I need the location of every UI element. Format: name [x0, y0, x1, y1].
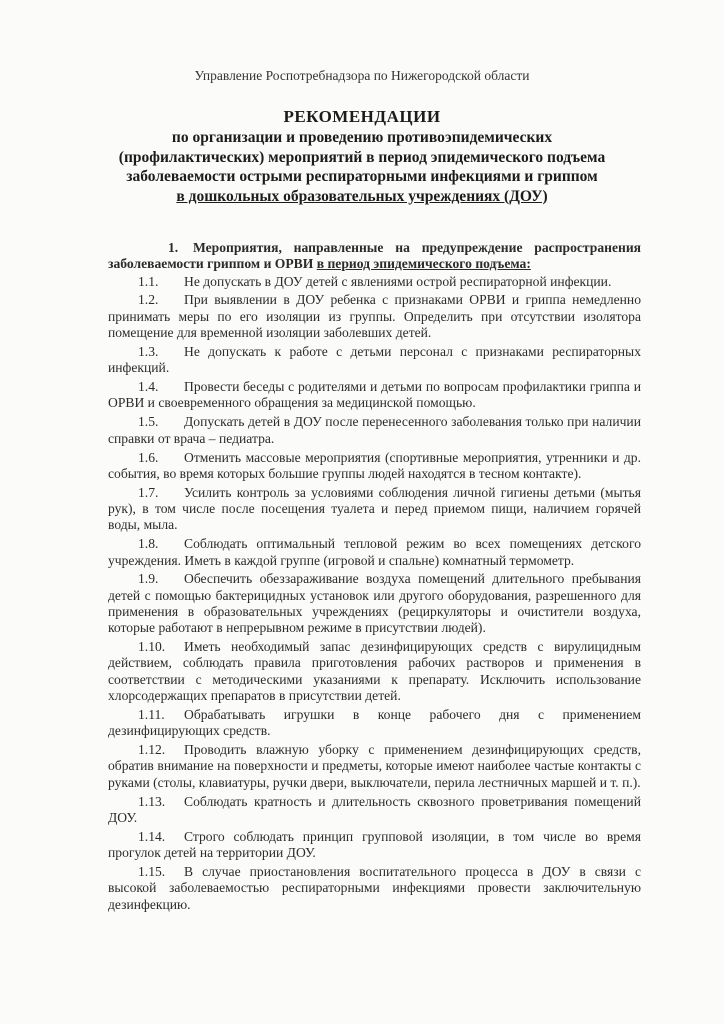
list-item — [108, 274, 641, 290]
item-text: При выявлении в ДОУ ребенка с признаками ОРВИ и гриппа немедленно принимать меры по его изоляции из группы. Определить при отсутствии изолятора помещение для временной изоляции заболевших детей. — [108, 292, 641, 341]
item-number: 1.3. — [138, 343, 159, 359]
item-number: 1.7. — [138, 484, 159, 500]
item-text: Строго соблюдать принцип групповой изоляции, в том числе во время прогулок детей на территории ДОУ. — [108, 828, 641, 861]
list-item — [108, 379, 641, 412]
list-item — [108, 292, 641, 341]
item-text: Обрабатывать игрушки в конце рабочего дня с применением дезинфицирующих средств. — [108, 706, 641, 739]
item-number: 1.2. — [138, 292, 159, 308]
list-item — [108, 344, 641, 377]
item-number: 1.1. — [138, 273, 159, 289]
item-number: 1.8. — [138, 536, 159, 552]
recommendation-list — [108, 274, 641, 913]
subtitle-line: заболеваемости острыми респираторными инфекциями и гриппом — [126, 168, 598, 185]
item-text: Провести беседы с родителями и детьми по вопросам профилактики гриппа и ОРВИ и своевременного обращения за медицинской помощью. — [108, 379, 641, 411]
item-number: 1.5. — [138, 414, 159, 430]
list-item — [108, 414, 641, 447]
list-item — [108, 639, 641, 704]
item-number: 1.12. — [138, 742, 166, 758]
item-text: Не допускать к работе с детьми персонал с признаками респираторных инфекций. — [108, 343, 641, 376]
section-number: 1. — [168, 240, 179, 255]
item-text: Отменить массовые мероприятия (спортивные мероприятия, утренники и др. события, во время которых большие группы людей находятся в тесном контакте). — [108, 449, 641, 481]
list-item — [108, 794, 641, 827]
item-number: 1.15. — [138, 864, 166, 879]
item-text: Обеспечить обеззараживание воздуха помещений длительного пребывания детей с помощью бактерицидных установок или другого оборудования, разрешенного для применения в образовательных учреждениях (рециркуляторы и очистители воздуха, которые работают в непрерывном режиме в присутствии людей). — [108, 571, 641, 636]
item-number: 1.10. — [138, 639, 166, 655]
list-item — [108, 707, 641, 740]
item-text: Проводить влажную уборку с применением дезинфицирующих средств, обратив внимание на поверхности и предметы, которые имеют наиболее частые контакты с руками (столы, клавиатуры, ручки двери, выключатели, перила лестничных маршей и т. п.). — [108, 742, 641, 790]
list-item — [108, 864, 641, 913]
item-text: Допускать детей в ДОУ после перенесенного заболевания только при наличии справки от врача – педиатра. — [108, 414, 641, 446]
item-number: 1.14. — [138, 828, 166, 844]
item-number: 1.4. — [138, 379, 159, 395]
section-heading — [108, 240, 641, 273]
list-item — [108, 450, 641, 483]
item-text: Не допускать в ДОУ детей с явлениями острой респираторной инфекции. — [184, 273, 612, 289]
item-number: 1.11. — [138, 706, 165, 722]
document-title: РЕКОМЕНДАЦИИ — [283, 107, 441, 126]
list-item — [108, 485, 641, 534]
item-text: Соблюдать оптимальный тепловой режим во всех помещениях детского учреждения. Иметь в каждой группе (игровой и спальне) комнатный термометр. — [108, 536, 641, 568]
item-number: 1.6. — [138, 449, 159, 465]
subtitle-underlined: в дошкольных образовательных учреждениях (ДОУ) — [176, 187, 548, 205]
section-heading-text: Мероприятия, направленные на предупреждение распространения заболеваемости гриппом и ОРВИ — [108, 240, 641, 272]
agency-name: Управление Роспотребнадзора по Нижегородской области — [194, 68, 530, 83]
list-item — [108, 829, 641, 862]
item-number: 1.9. — [138, 571, 159, 587]
subtitle-line: (профилактических) мероприятий в период эпидемического подъема — [118, 148, 606, 166]
item-number: 1.13. — [138, 793, 166, 809]
section-heading-underlined: в период эпидемического подъема: — [316, 256, 531, 272]
item-text: В случае приостановления воспитательного процесса в ДОУ в связи с высокой заболеваемостью респираторными инфекциями провести заключительную дезинфекцию. — [108, 864, 641, 912]
list-item — [108, 742, 641, 791]
title-block — [0, 106, 724, 206]
document-body — [108, 240, 641, 915]
subtitle-line: по организации и проведению противоэпидемических — [171, 129, 553, 146]
item-text: Иметь необходимый запас дезинфицирующих средств с вирулицидным действием, соблюдать правила приготовления рабочих растворов и применения в соответствии с методическими указаниями к препарату. Исключить использование хлорсодержащих препаратов в присутствии детей. — [108, 639, 641, 704]
item-text: Соблюдать кратность и длительность сквозного проветривания помещений ДОУ. — [108, 793, 641, 825]
list-item — [108, 536, 641, 569]
item-text: Усилить контроль за условиями соблюдения личной гигиены детьми (мытья рук), в том числе после посещения туалета и перед приемом пищи, наличием горячей воды, мыла. — [108, 484, 641, 533]
list-item — [108, 571, 641, 636]
